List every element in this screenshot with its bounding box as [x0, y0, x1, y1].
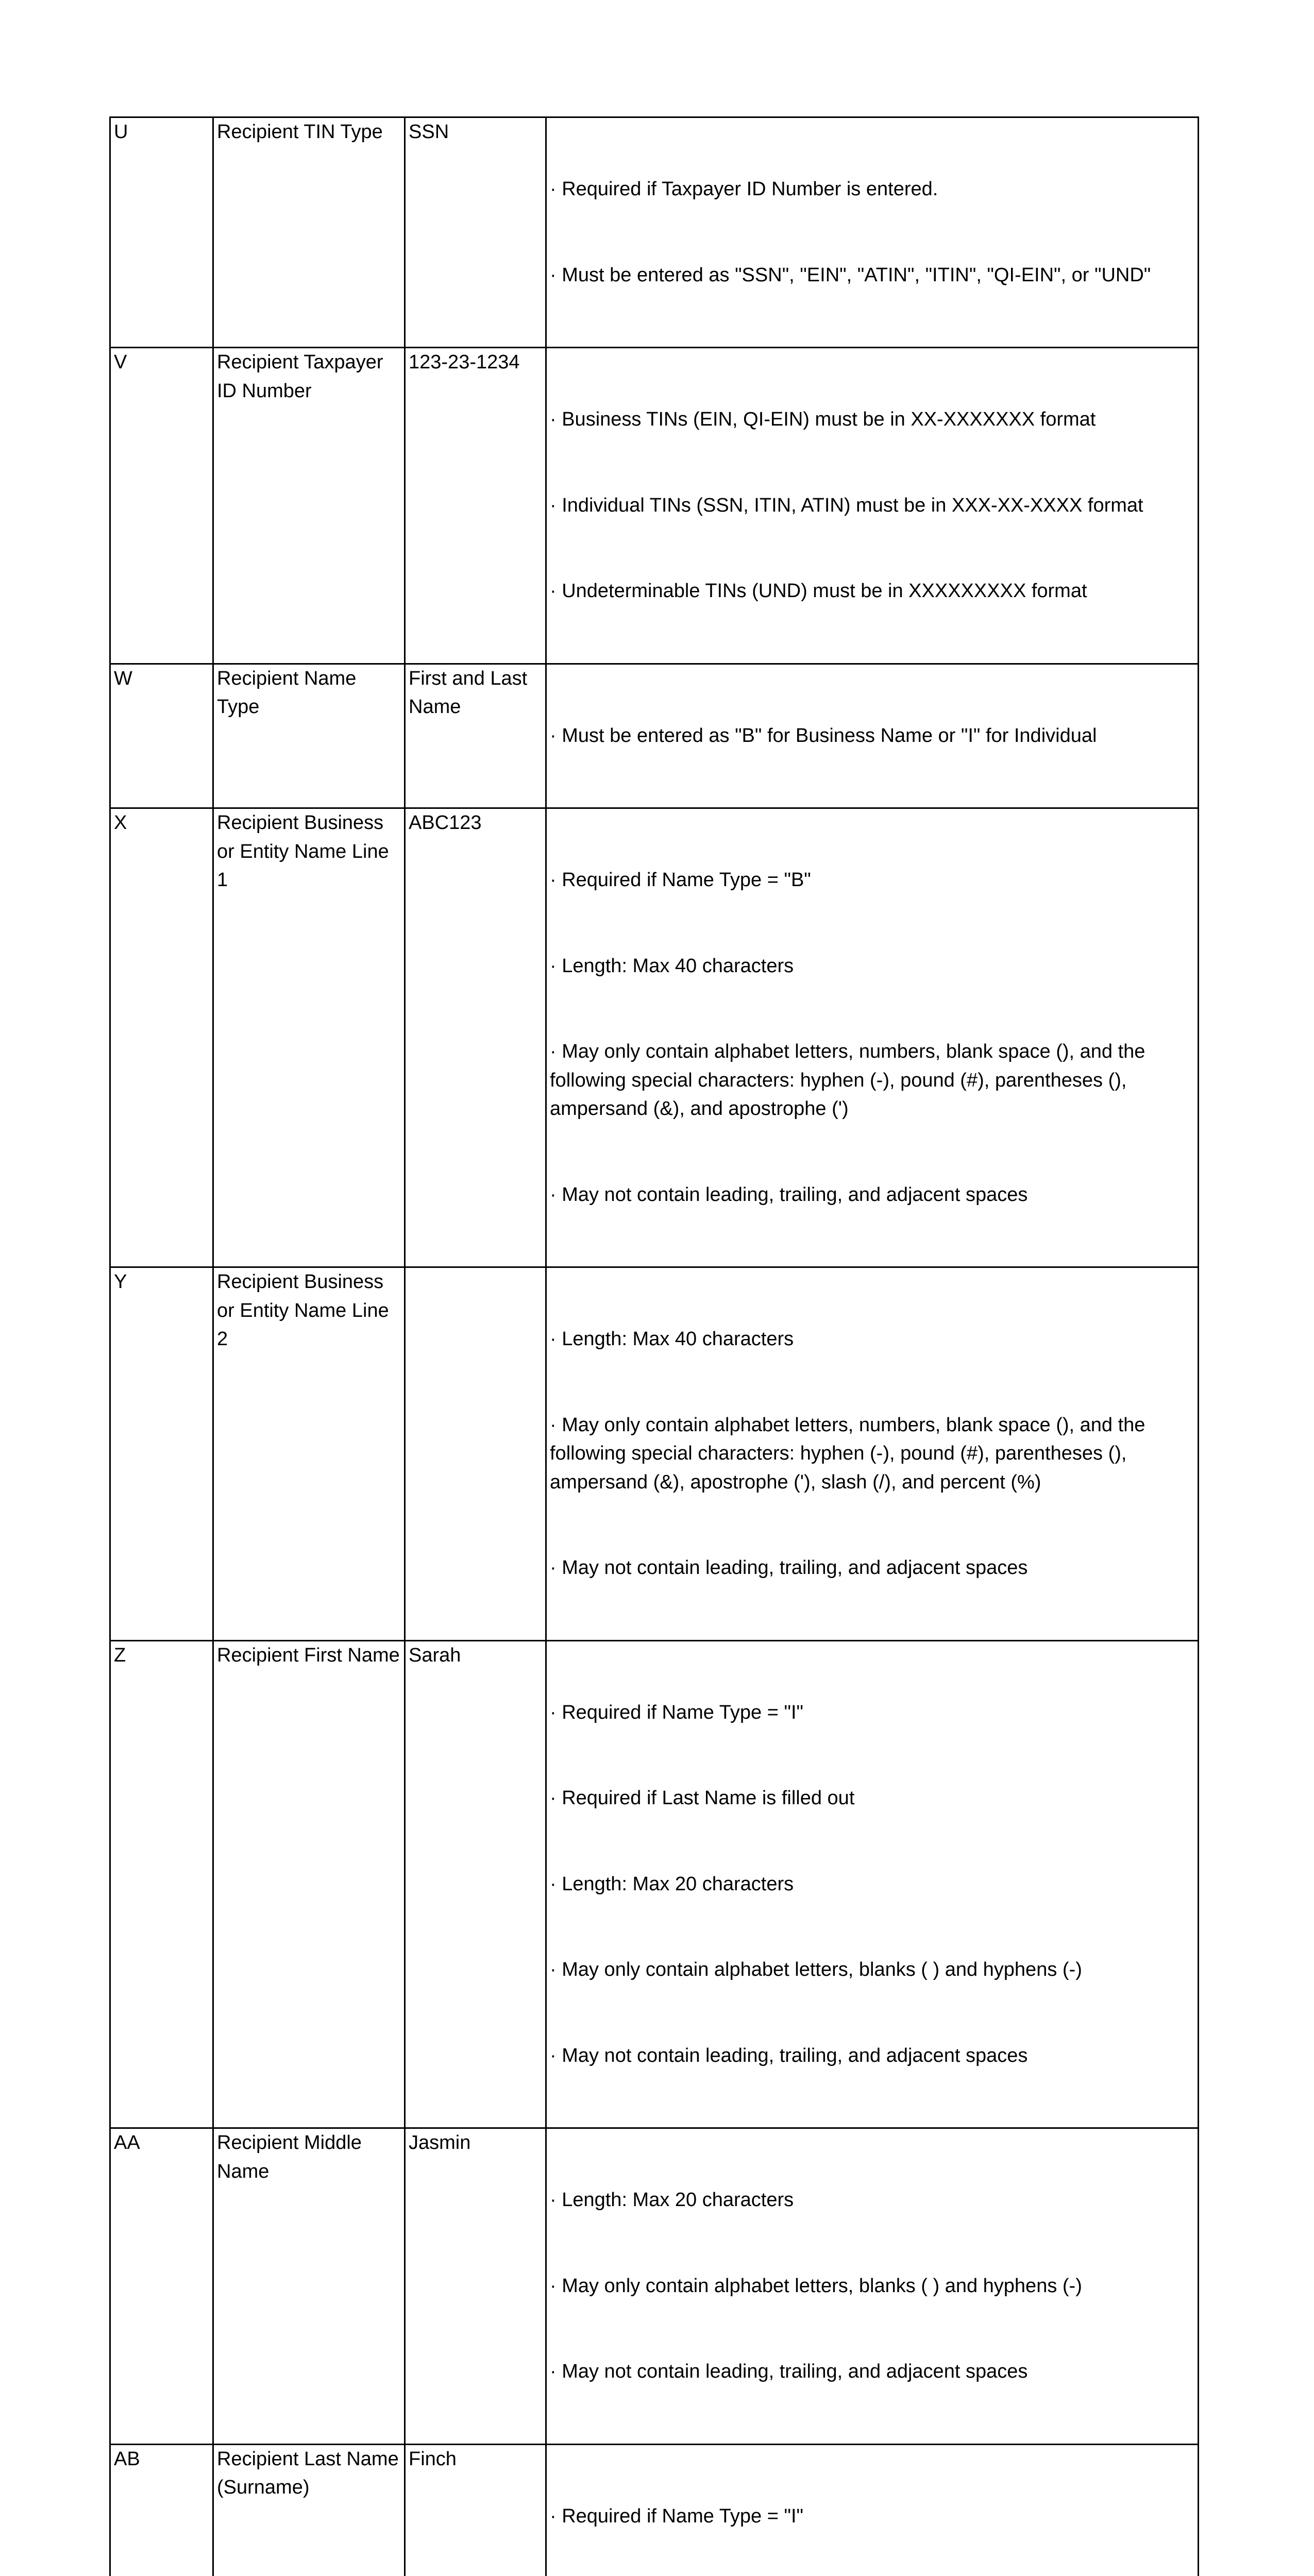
requirement-line: · Length: Max 20 characters: [550, 1870, 1194, 1899]
field-example-cell: SSN: [405, 117, 546, 348]
field-example-cell: Sarah: [405, 1640, 546, 2128]
field-example-cell: Jasmin: [405, 2128, 546, 2445]
field-example-cell: First and Last Name: [405, 664, 546, 808]
field-name-cell: Recipient Business or Entity Name Line 2: [213, 1267, 405, 1641]
requirement-line: · May not contain leading, trailing, and adjacent spaces: [550, 1554, 1194, 1583]
field-name-cell: Recipient Last Name (Surname): [213, 2444, 405, 2576]
table-row: [110, 1640, 1199, 2128]
table-row: [110, 117, 1199, 348]
requirement-line: · Individual TINs (SSN, ITIN, ATIN) must be in XXX-XX-XXXX format: [550, 492, 1194, 520]
field-name-cell: Recipient Business or Entity Name Line 1: [213, 808, 405, 1267]
field-requirements-cell: [546, 2128, 1199, 2445]
field-requirements-cell: [546, 808, 1199, 1267]
requirement-line: · May only contain alphabet letters, numbers, blank space (), and the following special characters: hyphen (-), pound (#), parentheses (), ampersand (&), apostrophe ('), slash (/), and percent (%): [550, 1411, 1194, 1497]
requirement-line: · Must be entered as "B" for Business Name or "I" for Individual: [550, 722, 1194, 751]
requirement-line: · Required if Taxpayer ID Number is entered.: [550, 175, 1194, 204]
table-row: [110, 2128, 1199, 2445]
field-requirements-cell: [546, 117, 1199, 348]
field-requirements-cell: [546, 664, 1199, 808]
requirement-line: · May not contain leading, trailing, and adjacent spaces: [550, 2042, 1194, 2071]
field-requirements-cell: [546, 2444, 1199, 2576]
field-example-cell: ABC123: [405, 808, 546, 1267]
requirement-line: · Business TINs (EIN, QI-EIN) must be in XX-XXXXXXX format: [550, 405, 1194, 434]
field-example-cell: Finch: [405, 2444, 546, 2576]
field-requirements-cell: [546, 1640, 1199, 2128]
field-name-cell: Recipient Name Type: [213, 664, 405, 808]
requirement-line: · May only contain alphabet letters, numbers, blank space (), and the following special characters: hyphen (-), pound (#), parentheses (), ampersand (&), and apostrophe ('): [550, 1038, 1194, 1124]
field-requirements-cell: [546, 1267, 1199, 1641]
field-example-cell: [405, 1267, 546, 1641]
table-row: [110, 348, 1199, 664]
field-requirements-cell: [546, 348, 1199, 664]
requirement-line: · Must be entered as "SSN", "EIN", "ATIN", "ITIN", "QI-EIN", or "UND": [550, 261, 1194, 290]
table-row: [110, 1267, 1199, 1641]
requirement-line: · Required if Name Type = "I": [550, 1699, 1194, 1727]
field-name-cell: Recipient Taxpayer ID Number: [213, 348, 405, 664]
requirement-line: · Required if Name Type = "B": [550, 866, 1194, 895]
field-spec-table: [109, 116, 1199, 2576]
field-code-cell: U: [110, 117, 213, 348]
requirement-line: · May not contain leading, trailing, and adjacent spaces: [550, 2358, 1194, 2386]
requirement-line: · May only contain alphabet letters, blanks ( ) and hyphens (-): [550, 1956, 1194, 1985]
requirement-line: · Length: Max 40 characters: [550, 1325, 1194, 1354]
table-row: [110, 808, 1199, 1267]
requirement-line: · Undeterminable TINs (UND) must be in XXXXXXXXX format: [550, 577, 1194, 606]
field-name-cell: Recipient TIN Type: [213, 117, 405, 348]
field-code-cell: AA: [110, 2128, 213, 2445]
field-code-cell: Y: [110, 1267, 213, 1641]
field-code-cell: AB: [110, 2444, 213, 2576]
field-code-cell: W: [110, 664, 213, 808]
field-name-cell: Recipient Middle Name: [213, 2128, 405, 2445]
field-example-cell: 123-23-1234: [405, 348, 546, 664]
requirement-line: · Length: Max 20 characters: [550, 2186, 1194, 2215]
requirement-line: · May not contain leading, trailing, and adjacent spaces: [550, 1181, 1194, 1210]
requirement-line: · Length: Max 40 characters: [550, 952, 1194, 981]
table-row: [110, 664, 1199, 808]
field-code-cell: Z: [110, 1640, 213, 2128]
requirement-line: · May only contain alphabet letters, blanks ( ) and hyphens (-): [550, 2272, 1194, 2301]
field-spec-body: [110, 117, 1199, 2576]
field-name-cell: Recipient First Name: [213, 1640, 405, 2128]
requirement-line: · Required if Last Name is filled out: [550, 1784, 1194, 1813]
field-code-cell: X: [110, 808, 213, 1267]
requirement-line: · Required if Name Type = "I": [550, 2502, 1194, 2531]
table-row: [110, 2444, 1199, 2576]
field-code-cell: V: [110, 348, 213, 664]
